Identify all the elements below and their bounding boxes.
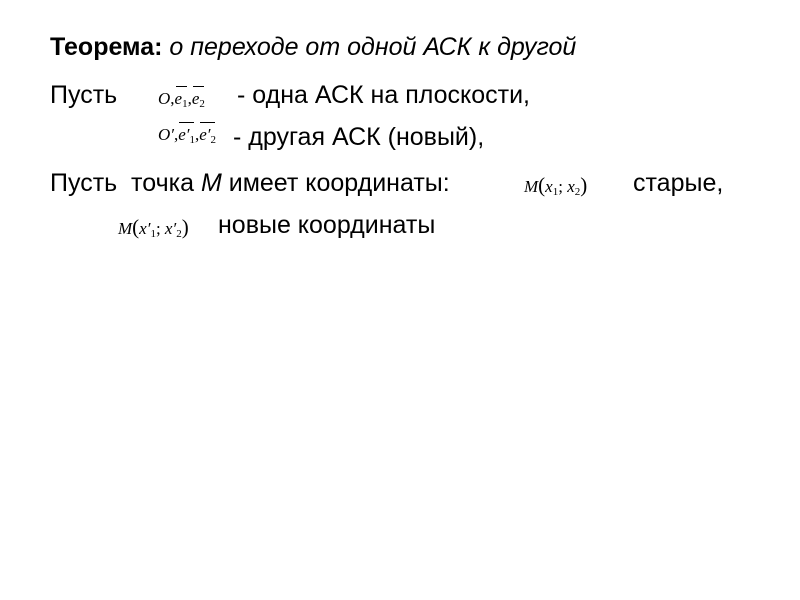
coord-index: 1 (150, 228, 156, 240)
line2-word: Пусть (50, 81, 118, 109)
point-symbol: M (118, 219, 133, 238)
separator: ; (155, 219, 165, 238)
comma: , (195, 125, 200, 144)
comma: , (170, 89, 175, 108)
vector-index: 2 (210, 134, 217, 146)
vector-index: 1 (182, 98, 188, 110)
vector-letter: e′ (178, 125, 190, 144)
point-symbol: M (524, 177, 539, 196)
coord-letter: x (567, 177, 575, 196)
vector-index: 1 (189, 134, 196, 146)
theorem-heading (50, 32, 576, 62)
origin-symbol: O (158, 89, 171, 108)
coord-index: 2 (574, 186, 581, 198)
vector-index: 2 (199, 98, 205, 110)
basis-vector-2 (199, 124, 216, 146)
new-coordinates-formula (118, 216, 189, 240)
vector-letter: e (191, 89, 200, 108)
line4-prefix: Пусть точка (50, 169, 201, 197)
basis-vector-2 (192, 88, 205, 110)
open-paren: ( (132, 215, 140, 239)
theorem-title: о переходе от одной АСК к другой (169, 33, 577, 61)
line3-text: - другая АСК (новый), (233, 123, 485, 151)
line4-label: старые, (633, 169, 724, 197)
comma: , (187, 89, 192, 108)
close-paren: ) (580, 173, 588, 197)
line4-suffix: имеет координаты: (221, 169, 450, 197)
coord-index: 2 (176, 228, 182, 240)
line3-formula (158, 124, 216, 146)
old-coordinates-formula (524, 174, 587, 198)
close-paren: ) (181, 215, 189, 239)
line2-formula (158, 88, 205, 110)
comma: , (174, 125, 179, 144)
theorem-label: Теорема: (50, 33, 163, 61)
coord-index: 1 (552, 186, 559, 198)
separator: ; (558, 177, 568, 196)
vector-letter: e (174, 89, 183, 108)
coord-letter: x′ (139, 219, 151, 238)
basis-vector-1 (175, 88, 188, 110)
line4-text (50, 168, 450, 198)
line5-text: новые координаты (218, 211, 436, 239)
origin-symbol: O′ (158, 125, 174, 144)
coord-letter: x (545, 177, 553, 196)
basis-vector-1 (178, 124, 195, 146)
vector-letter: e′ (199, 125, 211, 144)
coord-letter: x′ (164, 219, 177, 238)
point-name: M (200, 169, 222, 197)
open-paren: ( (538, 173, 546, 197)
line2-text: - одна АСК на плоскости, (237, 81, 531, 109)
